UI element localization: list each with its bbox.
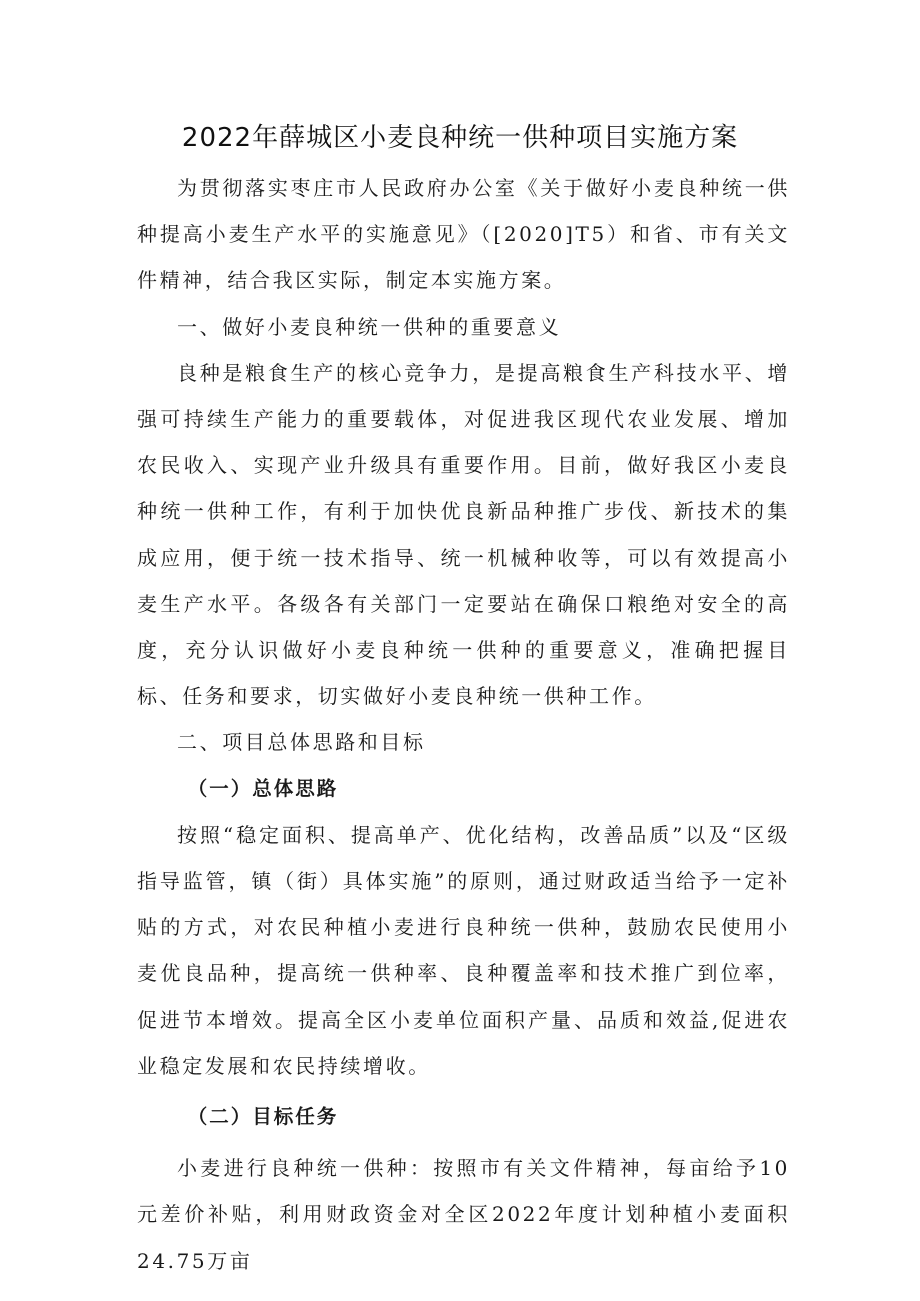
intro-paragraph: 为贯彻落实枣庄市人民政府办公室《关于做好小麦良种统一供种提高小麦生产水平的实施意见》（[2020]T5）和省、市有关文件精神，结合我区实际，制定本实施方案。 (137, 176, 790, 293)
document-body (137, 165, 790, 1284)
body-paragraph-approach: 按照“稳定面积、提高单产、优化结构，改善品质”以及“区级指导监管，镇（街）具体实施”的原则，通过财政适当给予一定补贴的方式，对农民种植小麦进行良种统一供种，鼓励农民使用小麦优良品种，提高统一供种率、良种覆盖率和技术推广到位率，促进节本增效。提高全区小麦单位面积产量、品质和效益,促进农业稳定发展和农民持续增收。 (137, 822, 790, 1078)
subsection-heading-1: （一）总体思路 (187, 776, 339, 800)
body-paragraph-targets: 小麦进行良种统一供种：按照市有关文件精神，每亩给予10元差价补贴，利用财政资金对全区2022年度计划种植小麦面积24.75万亩 (137, 1156, 790, 1273)
subsection-heading-2: （二）目标任务 (187, 1105, 339, 1129)
section-heading-2: 二、项目总体思路和目标 (177, 730, 426, 755)
body-paragraph-significance: 良种是粮食生产的核心竞争力，是提高粮食生产科技水平、增强可持续生产能力的重要载体，对促进我区现代农业发展、增加农民收入、实现产业升级具有重要作用。目前，做好我区小麦良种统一供种工作，有利于加快优良新品种推广步伐、新技术的集成应用，便于统一技术指导、统一机械种收等，可以有效提高小麦生产水平。各级各有关部门一定要站在确保口粮绝对安全的高度，充分认识做好小麦良种统一供种的重要意义，准确把握目标、任务和要求，切实做好小麦良种统一供种工作。 (137, 360, 790, 709)
section-heading-1: 一、做好小麦良种统一供种的重要意义 (177, 314, 562, 339)
document-title: 2022年薛城区小麦良种统一供种项目实施方案 (181, 123, 739, 153)
